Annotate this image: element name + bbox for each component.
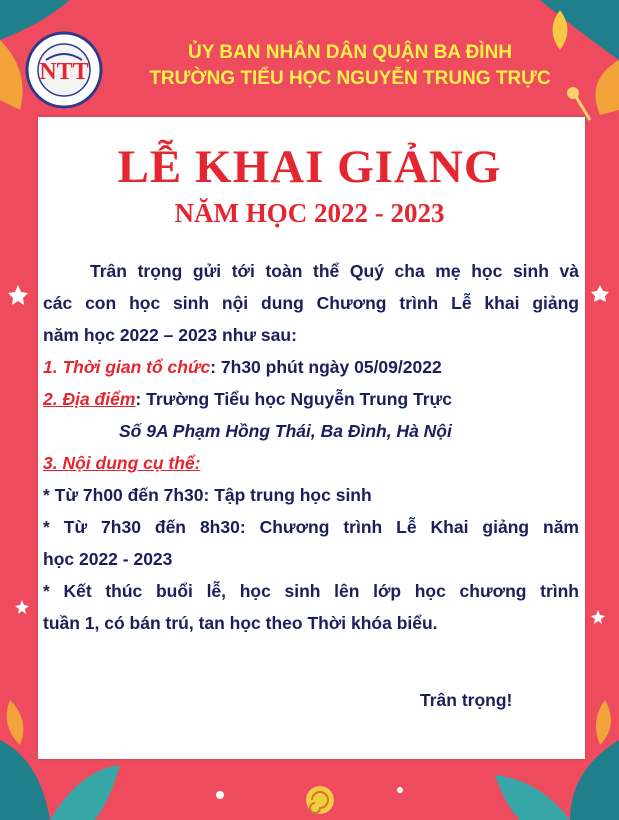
svg-text:NTT: NTT <box>39 59 89 85</box>
header-school: TRƯỜNG TIỂU HỌC NGUYỄN TRUNG TRỰC <box>149 68 551 89</box>
details-item-1: * Từ 7h00 đến 7h30: Tập trung học sinh <box>43 485 372 505</box>
header <box>105 40 595 92</box>
school-logo <box>24 30 104 110</box>
time-value: 7h30 phút ngày 05/09/2022 <box>220 357 442 377</box>
details-item-3-line-1: * Kết thúc buổi lễ, học sinh lên lớp học chương trình <box>43 581 579 601</box>
time-separator: : <box>210 357 221 377</box>
place-value: Trường Tiểu học Nguyễn Trung Trực <box>146 389 452 409</box>
place-separator: : <box>135 389 147 409</box>
details-item-3-line-2: tuần 1, có bán trú, tan học theo Thời khóa biểu. <box>43 613 438 633</box>
time-row <box>43 351 579 383</box>
intro-line-3: năm học 2022 – 2023 như sau: <box>43 325 297 345</box>
time-label: 1. Thời gian tổ chức <box>43 357 211 377</box>
closing-signature: Trân trọng! <box>420 690 513 710</box>
place-label: 2. Địa điểm <box>43 389 136 409</box>
place-address: Số 9A Phạm Hồng Thái, Ba Đình, Hà Nội <box>119 421 452 441</box>
place-row <box>43 383 579 415</box>
page-subtitle: NĂM HỌC 2022 - 2023 <box>174 198 445 228</box>
header-district: ỦY BAN NHÂN DÂN QUẬN BA ĐÌNH <box>187 42 513 63</box>
details-item-2-line-2: học 2022 - 2023 <box>43 549 173 569</box>
page-title: LỄ KHAI GIẢNG <box>117 141 502 193</box>
notice-body <box>43 255 579 639</box>
details-label: 3. Nội dung cụ thể: <box>43 453 201 473</box>
snail-shell-decoration <box>216 786 403 814</box>
details-item-2-line-1: * Từ 7h30 đến 8h30: Chương trình Lễ Khai giảng năm <box>43 517 579 537</box>
intro-line-1: Trân trọng gửi tới toàn thể Quý cha mẹ học sinh và <box>90 261 579 281</box>
intro-line-2: các con học sinh nội dung Chương trình Lễ khai giảng <box>43 293 579 313</box>
